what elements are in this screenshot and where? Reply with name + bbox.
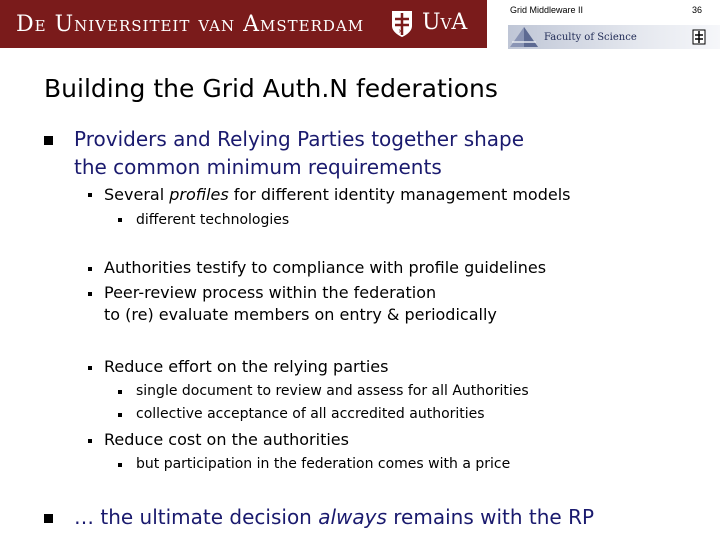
bullet-level3: different technologies — [136, 212, 290, 228]
bullet-level3: single document to review and assess for all Authorities — [136, 383, 529, 399]
bullet-square-icon — [44, 514, 53, 523]
bullet-text-line: Peer-review process within the federation — [104, 283, 437, 302]
bullet-text: Several — [104, 185, 170, 204]
bullet-text-emphasis: profiles — [169, 185, 229, 204]
bullet-small-icon — [88, 193, 92, 197]
bullet-level1 — [74, 125, 524, 181]
page-number: 36 — [692, 5, 703, 15]
faculty-name: Faculty of Science — [544, 32, 637, 43]
bullet-text-line: the common minimum requirements — [74, 155, 442, 179]
bullet-level2: Authorities testify to compliance with profile guidelines — [104, 258, 547, 277]
university-name: De Universiteit van Amsterdam — [16, 11, 365, 37]
bullet-text: for different identity management models — [228, 185, 571, 204]
bullet-small-icon — [88, 366, 92, 370]
bullet-text-line: Providers and Relying Parties together shape — [74, 127, 525, 151]
bullet-level3: collective acceptance of all accredited authorities — [136, 406, 485, 422]
bullet-text-line: to (re) evaluate members on entry & periodically — [104, 305, 497, 324]
bullet-level2: Reduce cost on the authorities — [104, 430, 349, 449]
course-title: Grid Middleware II — [510, 5, 584, 15]
bullet-text: … the ultimate decision — [74, 505, 319, 529]
bullet-small-icon — [118, 463, 122, 467]
bullet-level2 — [104, 184, 570, 206]
bullet-text: remains with the RP — [386, 505, 595, 529]
bullet-small-icon — [118, 413, 122, 417]
bullet-level1 — [74, 503, 594, 531]
university-abbr: UvA — [422, 10, 468, 35]
bullet-square-icon — [44, 136, 53, 145]
bullet-level3: but participation in the federation comes with a price — [136, 456, 511, 472]
svg-text:×: × — [398, 28, 404, 35]
bullet-level2: Reduce effort on the relying parties — [104, 357, 389, 376]
slide-title: Building the Grid Auth.N federations — [44, 74, 498, 103]
bullet-level2 — [104, 282, 497, 326]
bullet-small-icon — [118, 218, 122, 222]
bullet-text-emphasis: always — [318, 505, 387, 529]
bullet-small-icon — [88, 292, 92, 296]
bullet-small-icon — [88, 267, 92, 271]
bullet-small-icon — [118, 390, 122, 394]
bullet-small-icon — [88, 439, 92, 443]
